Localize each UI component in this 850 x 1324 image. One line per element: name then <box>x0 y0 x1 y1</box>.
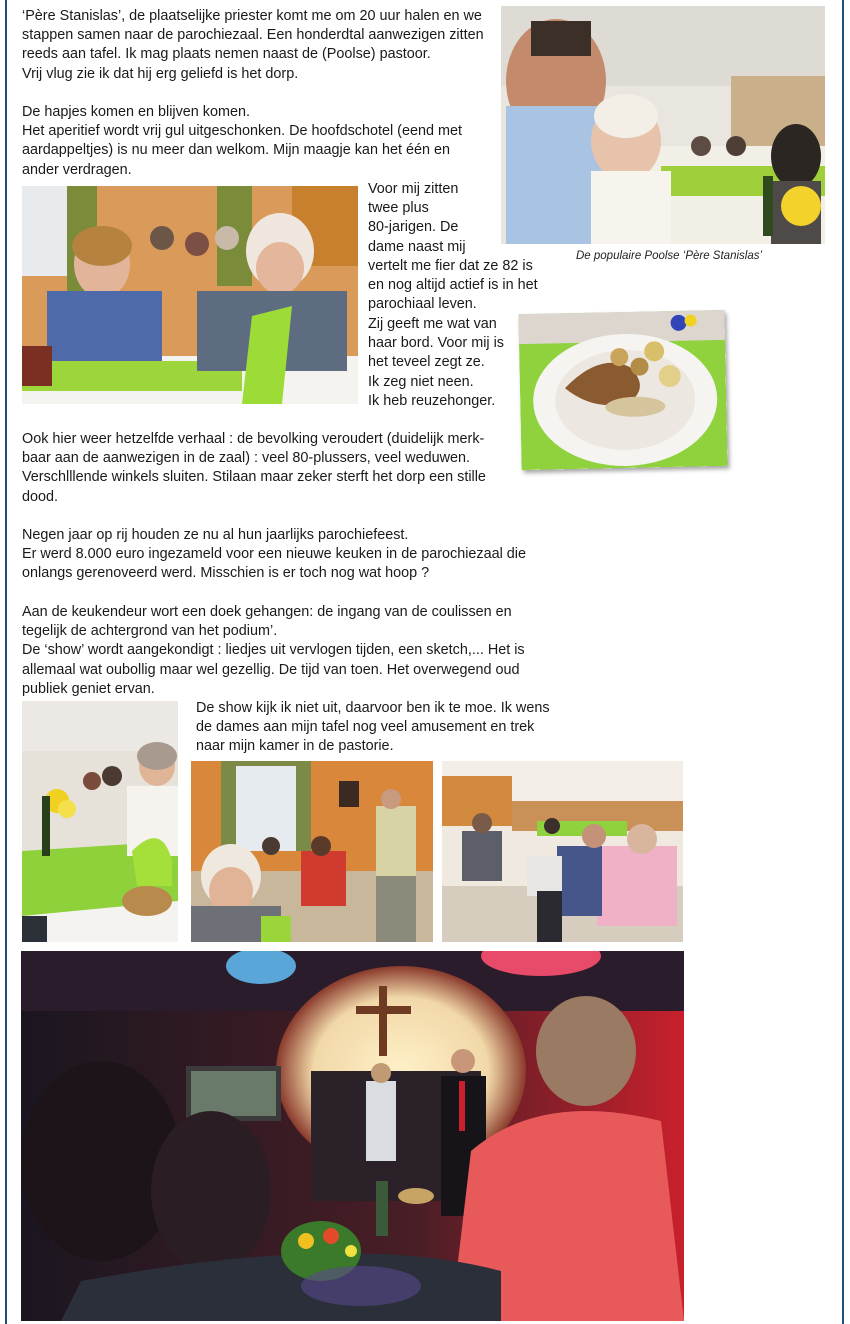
page-border-right <box>842 0 844 1324</box>
text-line: Verschlllende winkels sluiten. Stilaan maar zeker sterft het dorp een stille <box>22 469 486 486</box>
text-line: Aan de keukendeur wort een doek gehangen: de ingang van de coulissen en <box>22 604 512 620</box>
text-line: De show kijk ik niet uit, daarvoor ben ik te moe. Ik wens <box>196 700 550 716</box>
text-line: onlangs gerenoveerd werd. Misschien is er toch nog wat hoop ? <box>22 565 430 582</box>
text-line: Vrij vlug zie ik dat hij erg geliefd is het dorp. <box>22 65 299 82</box>
photo-stage <box>21 951 684 1321</box>
text-line: Ook hier weer hetzelfde verhaal : de bevolking veroudert (duidelijk merk- <box>22 431 485 447</box>
paragraph-intro <box>22 7 484 84</box>
text-line: stappen samen naar de parochiezaal. Een honderdtal aanwezigen zitten <box>22 27 484 44</box>
text-line: publiek geniet ervan. <box>22 680 155 697</box>
paragraph-plate <box>368 315 504 411</box>
text-line: aardappeltjes) is nu meer dan welkom. Mijn maagje kan het één en <box>22 142 450 159</box>
text-line: Voor mij zitten <box>368 181 459 197</box>
photo-priest <box>501 6 825 244</box>
paragraph-show <box>22 603 525 699</box>
text-line: het teveel zegt ze. <box>368 354 485 371</box>
text-line: haar bord. Voor mij is <box>368 335 504 352</box>
text-line: Ik heb reuzehonger. <box>368 392 496 409</box>
paragraph-village <box>22 430 486 507</box>
photo-plate <box>518 310 727 470</box>
text-line: Negen jaar op rij houden ze nu al hun jaarlijks parochiefeest. <box>22 527 409 543</box>
paragraph-food <box>22 103 462 180</box>
text-line: de dames aan mijn tafel nog veel amusement en trek <box>196 719 535 736</box>
text-line: Er werd 8.000 euro ingezameld voor een nieuwe keuken in de parochiezaal die <box>22 546 526 563</box>
text-line: Zij geeft me wat van <box>368 316 497 332</box>
photo-hall-windows <box>191 761 433 942</box>
paragraph-ladies <box>368 180 538 314</box>
photo-table-lady <box>22 701 178 942</box>
paragraph-tired <box>196 699 550 757</box>
caption-priest: De populaire Poolse ‘Père Stanislas’ <box>576 250 763 262</box>
text-line: Het aperitief wordt vrij gul uitgeschonken. De hoofdschotel (eend met <box>22 123 462 140</box>
text-line: tegelijk de achtergrond van het podium’. <box>22 623 278 640</box>
text-line: vertelt me fier dat ze 82 is <box>368 257 533 274</box>
text-line: De hapjes komen en blijven komen. <box>22 104 250 120</box>
photo-two-ladies <box>22 186 358 404</box>
text-line: dame naast mij <box>368 238 466 255</box>
text-line: dood. <box>22 488 59 505</box>
text-line: naar mijn kamer in de pastorie. <box>196 738 394 755</box>
text-line: en nog altijd actief is in het <box>368 277 538 294</box>
text-line: De ‘show’ wordt aangekondigt : liedjes uit vervlogen tijden, een sketch,... Het is <box>22 642 525 659</box>
text-line: ander verdragen. <box>22 161 132 178</box>
text-line: reeds aan tafel. Ik mag plaats nemen naast de (Poolse) pastoor. <box>22 46 431 63</box>
text-line: baar aan de aanwezigen in de zaal) : veel 80-plussers, veel weduwen. <box>22 450 470 467</box>
paragraph-feast <box>22 526 526 584</box>
text-line: ‘Père Stanislas’, de plaatselijke priester komt me om 20 uur halen en we <box>22 8 482 24</box>
text-line: Ik zeg niet neen. <box>368 373 474 390</box>
photo-hall-wide <box>442 761 683 942</box>
text-line: allemaal wat oubollig maar wel gezellig. De tijd van toen. Het overwegend oud <box>22 661 520 678</box>
text-line: parochiaal leven. <box>368 296 477 313</box>
page-border-left <box>5 0 7 1324</box>
text-line: twee plus <box>368 200 429 217</box>
text-line: 80-jarigen. De <box>368 219 459 236</box>
